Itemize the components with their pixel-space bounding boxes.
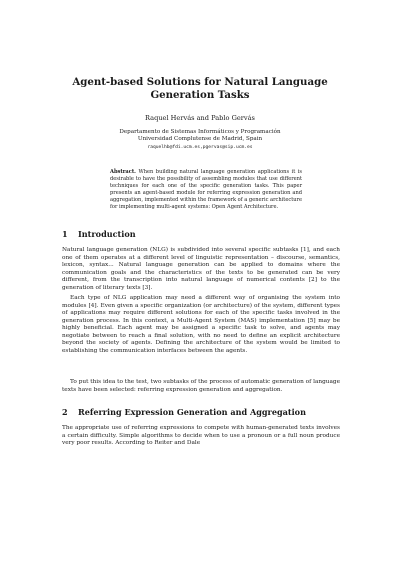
affiliation-block: [60, 129, 340, 151]
section-heading-referring-expressions: [62, 407, 342, 417]
paragraph: Natural language generation (NLG) is subdivided into several specific subtasks [1], and each one of them operates at a different level of linguistic representation – discourse, semantics, lexicon, syntax... Natural language generation can be applied to domains where the communication goals and the characteristics of the texts to be generated can be very different, from the transcription into natural language of numerical contents [2] to the generation of literary texts [3].: [62, 247, 340, 291]
section-heading-introduction: [62, 229, 342, 239]
paper-authors: Raquel Hervás and Pablo Gervás: [145, 114, 255, 122]
paragraph: To put this idea to the test, two subtasks of the process of automatic generation of language texts have been selected: referring expression generation and aggregation.: [62, 379, 340, 393]
affiliation-department: Departamento de Sistemas Informáticos y Programación: [119, 129, 281, 135]
paragraph: Each type of NLG application may need a different way of organising the system into modules [4]. Even given a specific organization (or architecture) of the system, different types of applications may require different solutions for each of the specific tasks involved in the generation process. In this context, a Multi-Agent System (MAS) implementation [5] may be highly beneficial. Each agent may be assigned a specific task to solve, and agents may negotiate between to reach a final solution, with no need to define an explicit architecture beyond the society of agents. Defining the architecture of the system would be limited to establishing the communication interfaces between the agents.: [62, 295, 340, 354]
author-emails: raquelhb@fdi.ucm.es,pgervas@sip.ucm.es: [147, 144, 253, 150]
section-number: 2: [62, 407, 68, 417]
abstract: [110, 169, 302, 211]
affiliation-university: Universidad Complutense de Madrid, Spain: [137, 136, 263, 143]
section-title: Referring Expression Generation and Aggregation: [78, 407, 306, 417]
paper-title: Agent-based Solutions for Natural Language Generation Tasks: [72, 76, 328, 101]
section-number: 1: [62, 229, 68, 239]
section-title: Introduction: [78, 229, 136, 239]
abstract-text: When building natural language generation applications it is desirable to have the possibility of assembling modules that use different techniques for each one of the specific generation tasks. This paper presents an agent-based module for referring expression generation and aggregation, implemented within the framework of a generic architecture for implementing multi-agent systems: Open Agent Architecture.: [110, 169, 303, 210]
abstract-label: Abstract.: [110, 169, 136, 175]
paragraph: The appropriate use of referring expressions to compete with human-generated texts involves a certain difficulty. Simple algorithms to decide when to use a pronoun or a full noun produce very poor results. According to Reiter and Dale: [62, 425, 340, 446]
